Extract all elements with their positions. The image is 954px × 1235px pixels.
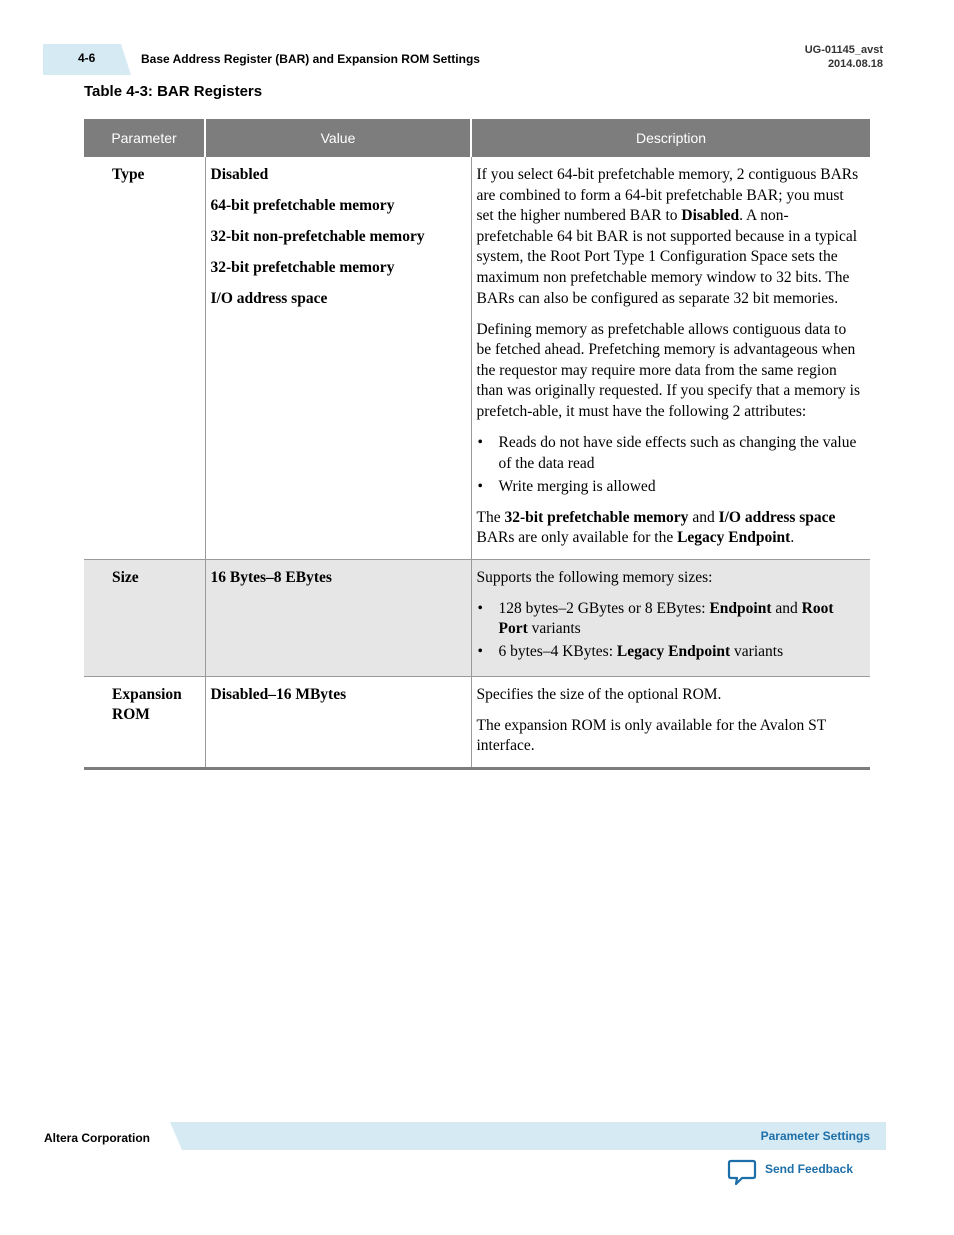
parameter-cell: Type	[84, 157, 205, 559]
text-run: .	[790, 529, 795, 547]
text-run: variants	[730, 643, 784, 661]
value-option: Disabled	[210, 166, 269, 183]
document-date: 2014.08.18	[827, 58, 883, 70]
description-paragraph: Defining memory as prefetchable allows contiguous data to be fetched ahead. Prefetching memory is advantageous when the requestor may require more data from the same region than was originally requested. If you specify that a memory is prefetch-able, it must have the following 2 attributes:	[476, 320, 861, 420]
column-header-value: Value	[205, 119, 471, 157]
bullet-list	[477, 599, 865, 663]
value-option: 32-bit prefetchable memory	[210, 258, 395, 276]
table-row-type	[84, 157, 870, 559]
description-paragraph	[477, 165, 865, 309]
value-option: 64-bit prefetchable memory	[210, 196, 395, 214]
document-meta	[805, 43, 883, 71]
table-caption: Table 4-3: BAR Registers	[84, 83, 263, 100]
table-row-expansion-rom	[84, 676, 870, 768]
text-run: variants	[527, 620, 581, 638]
bold-text-run: 32-bit prefetchable memory	[504, 508, 689, 526]
text-run: If you select 64-bit prefetchable memory, 2 contiguous BARs are combined to form a 64-bit prefetchable BAR; you must set the higher numbered BAR to	[476, 166, 859, 225]
value-option: I/O address space	[210, 289, 328, 307]
value-option: 16 Bytes–8 EBytes	[210, 568, 332, 586]
value-option: 32-bit non-prefetchable memory	[210, 227, 425, 245]
description-paragraph: The expansion ROM is only available for the Avalon ST interface.	[476, 716, 826, 755]
text-run: BARs are only available for the	[476, 529, 678, 547]
description-paragraph: Specifies the size of the optional ROM.	[476, 685, 722, 703]
description-cell	[471, 559, 870, 676]
bullet-item: • Write merging is allowed	[477, 477, 865, 498]
text-run: The	[476, 508, 505, 526]
bullet-list	[477, 433, 865, 497]
speech-bubble-icon[interactable]	[727, 1159, 757, 1186]
running-header-title: Base Address Register (BAR) and Expansion ROM Settings	[141, 52, 480, 66]
value-cell	[205, 559, 471, 676]
parameter-cell: Size	[84, 559, 205, 676]
bold-text-run: Disabled	[681, 207, 740, 225]
bar-registers-table	[84, 119, 870, 770]
table-row-size	[84, 559, 870, 676]
bullet-item	[477, 642, 865, 663]
bold-text-run: I/O address space	[718, 508, 836, 526]
text-run: and	[688, 508, 719, 526]
bullet-item: • Reads do not have side effects such as changing the value of the data read	[477, 433, 865, 474]
bullet-item	[477, 599, 865, 640]
description-paragraph: Supports the following memory sizes:	[476, 568, 713, 586]
column-header-parameter: Parameter	[84, 119, 205, 157]
text-run: . A non-prefetchable 64 bit BAR is not supported because in a typical system, the Root Port Type 1 Configuration Space sets the maximum non prefetchable memory window to 32 bits. The BARs can also be configured as separate 32 bit memories.	[476, 207, 858, 307]
footer-company: Altera Corporation	[44, 1131, 151, 1145]
bold-text-run: Endpoint	[709, 599, 772, 617]
send-feedback-link[interactable]: Send Feedback	[765, 1162, 854, 1176]
bold-text-run: Root Port	[498, 599, 834, 638]
description-cell	[471, 676, 870, 768]
value-option: Disabled–16 MBytes	[210, 685, 347, 703]
value-cell	[205, 676, 471, 768]
value-cell	[205, 157, 471, 559]
bold-text-run: Legacy Endpoint	[677, 529, 791, 547]
description-cell	[471, 157, 870, 559]
parameter-cell: Expansion ROM	[84, 676, 205, 768]
document-id: UG-01145_avst	[804, 44, 883, 56]
text-run: and	[771, 599, 802, 617]
description-paragraph	[477, 508, 865, 549]
bold-text-run: Legacy Endpoint	[616, 643, 731, 661]
text-run: 128 bytes–2 GBytes or 8 EBytes:	[498, 599, 710, 617]
page-number: 4-6	[78, 51, 96, 65]
footer-section-link[interactable]: Parameter Settings	[760, 1129, 870, 1143]
column-header-description: Description	[471, 119, 870, 157]
text-run: 6 bytes–4 KBytes:	[498, 643, 617, 661]
table-header-row	[84, 119, 870, 157]
